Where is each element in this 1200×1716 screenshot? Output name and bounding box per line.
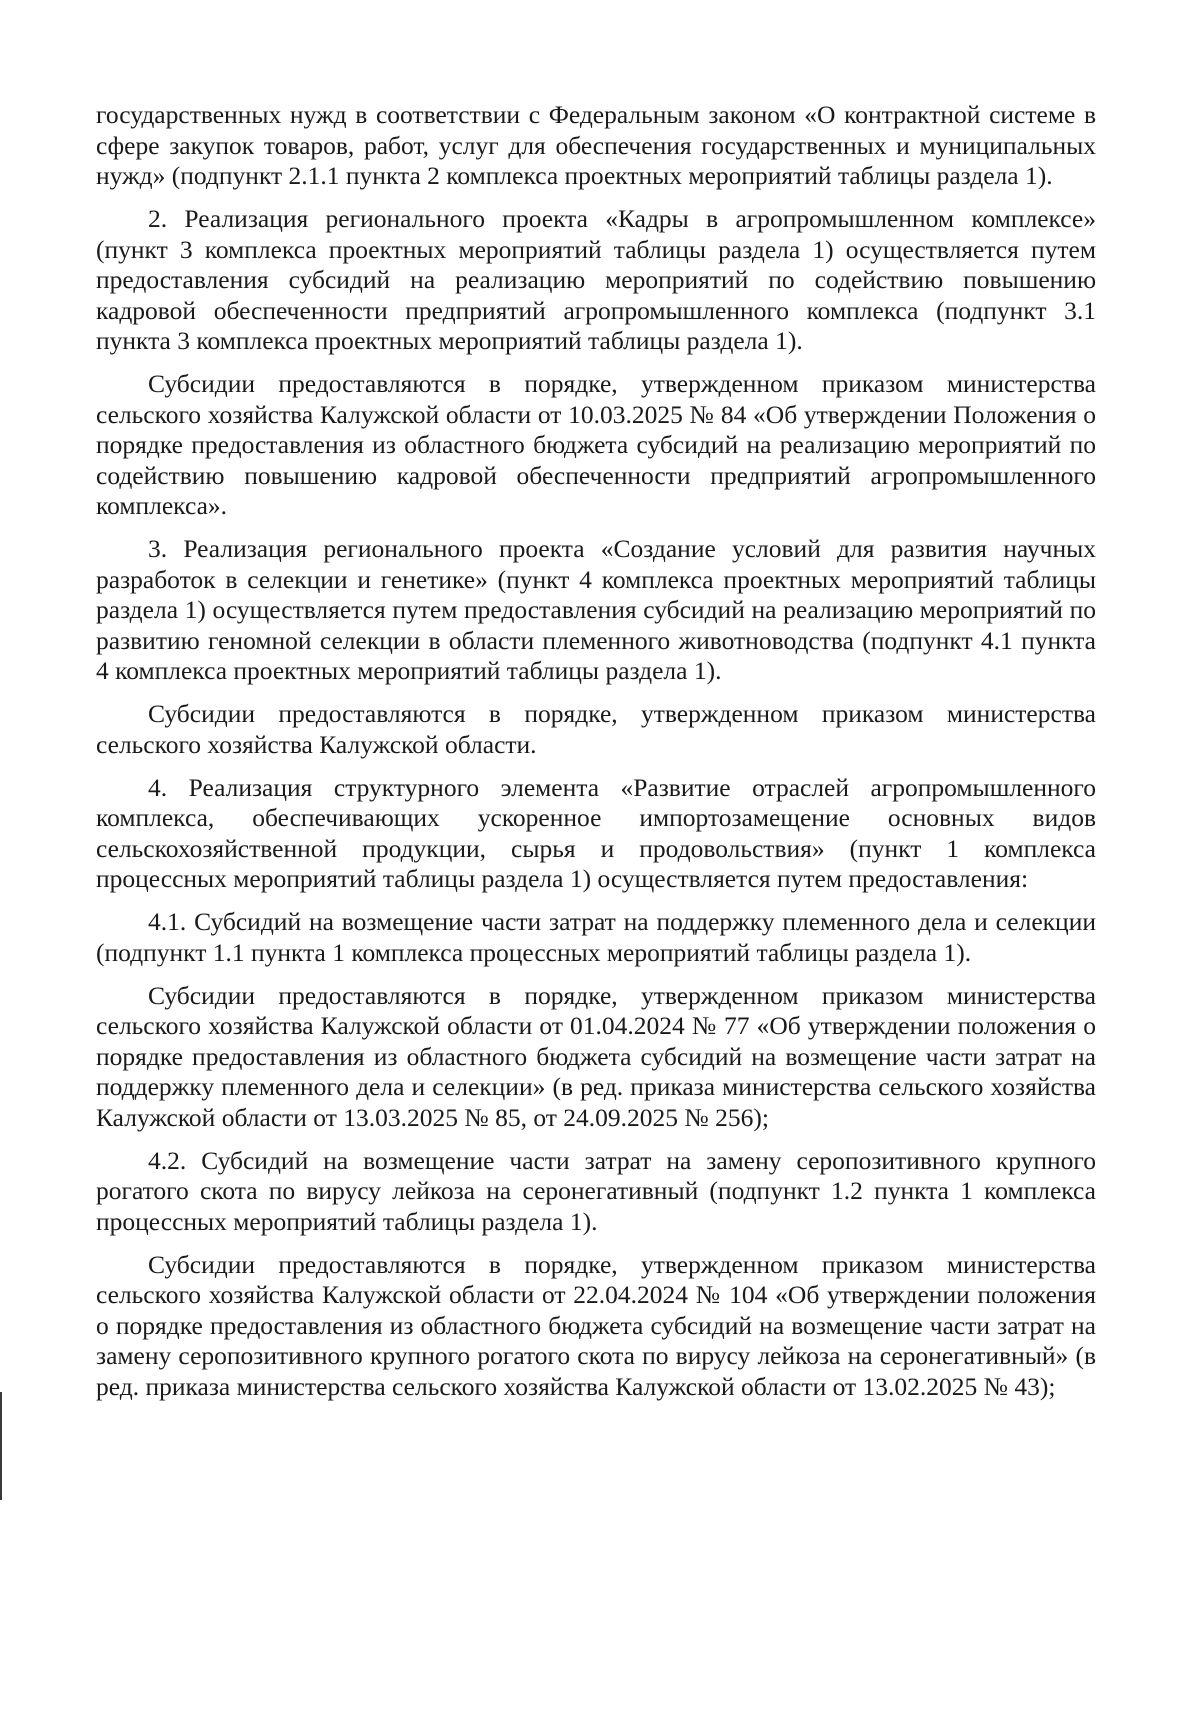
document-body (96, 100, 1096, 1415)
paragraph-item-4: 4. Реализация структурного элемента «Развитие отраслей агропромышленного комплекса, обеспечивающих ускоренное импортозамещение основных видов сельскохозяйственной продукции, сырья и продовольствия» (пункт 1 комплекса процессных мероприятий таблицы раздела 1) осуществляется путем предоставления: (96, 772, 1096, 893)
paragraph-item-4-1: 4.1. Субсидий на возмещение части затрат на поддержку племенного дела и селекции (подпункт 1.1 пункта 1 комплекса процессных мероприятий таблицы раздела 1). (96, 907, 1096, 967)
paragraph-subsidy-order-104: Субсидии предоставляются в порядке, утвержденном приказом министерства сельского хозяйства Калужской области от 22.04.2024 № 104 «Об утверждении положения о порядке предоставления из областного бюджета субсидий на возмещение части затрат на замену серопозитивного крупного рогатого скота по вирусу лейкоза на серонегативный» (в ред. приказа министерства сельского хозяйства Калужской области от 13.02.2025 № 43); (96, 1249, 1096, 1401)
paragraph-subsidy-order-84: Субсидии предоставляются в порядке, утвержденном приказом министерства сельского хозяйства Калужской области от 10.03.2025 № 84 «Об утверждении Положения о порядке предоставления из областного бюджета субсидий на реализацию мероприятий по содействию повышению кадровой обеспеченности предприятий агропромышленного комплекса». (96, 369, 1096, 520)
paragraph-continuation: государственных нужд в соответствии с Федеральным законом «О контрактной системе в сфере закупок товаров, работ, услуг для обеспечения государственных и муниципальных нужд» (подпункт 2.1.1 пункта 2 комплекса проектных мероприятий таблицы раздела 1). (96, 100, 1096, 190)
scan-edge-mark (0, 1392, 2, 1500)
paragraph-item-3: 3. Реализация регионального проекта «Создание условий для развития научных разработок в селекции и генетике» (пункт 4 комплекса проектных мероприятий таблицы раздела 1) осуществляется путем предоставления субсидий на реализацию мероприятий по развитию геномной селекции в области племенного животноводства (подпункт 4.1 пункта 4 комплекса проектных мероприятий таблицы раздела 1). (96, 534, 1096, 685)
paragraph-subsidy-order-generic: Субсидии предоставляются в порядке, утвержденном приказом министерства сельского хозяйства Калужской области. (96, 699, 1096, 759)
paragraph-subsidy-order-77: Субсидии предоставляются в порядке, утвержденном приказом министерства сельского хозяйства Калужской области от 01.04.2024 № 77 «Об утверждении положения о порядке предоставления из областного бюджета субсидий на возмещение части затрат на поддержку племенного дела и селекции» (в ред. приказа министерства сельского хозяйства Калужской области от 13.03.2025 № 85, от 24.09.2025 № 256); (96, 980, 1096, 1132)
paragraph-item-4-2: 4.2. Субсидий на возмещение части затрат на замену серопозитивного крупного рогатого скота по вирусу лейкоза на серонегативный (подпункт 1.2 пункта 1 комплекса процессных мероприятий таблицы раздела 1). (96, 1145, 1096, 1236)
paragraph-item-2: 2. Реализация регионального проекта «Кадры в агропромышленном комплексе» (пункт 3 комплекса проектных мероприятий таблицы раздела 1) осуществляется путем предоставления субсидий на реализацию мероприятий по содействию повышению кадровой обеспеченности предприятий агропромышленного комплекса (подпункт 3.1 пункта 3 комплекса проектных мероприятий таблицы раздела 1). (96, 204, 1096, 355)
